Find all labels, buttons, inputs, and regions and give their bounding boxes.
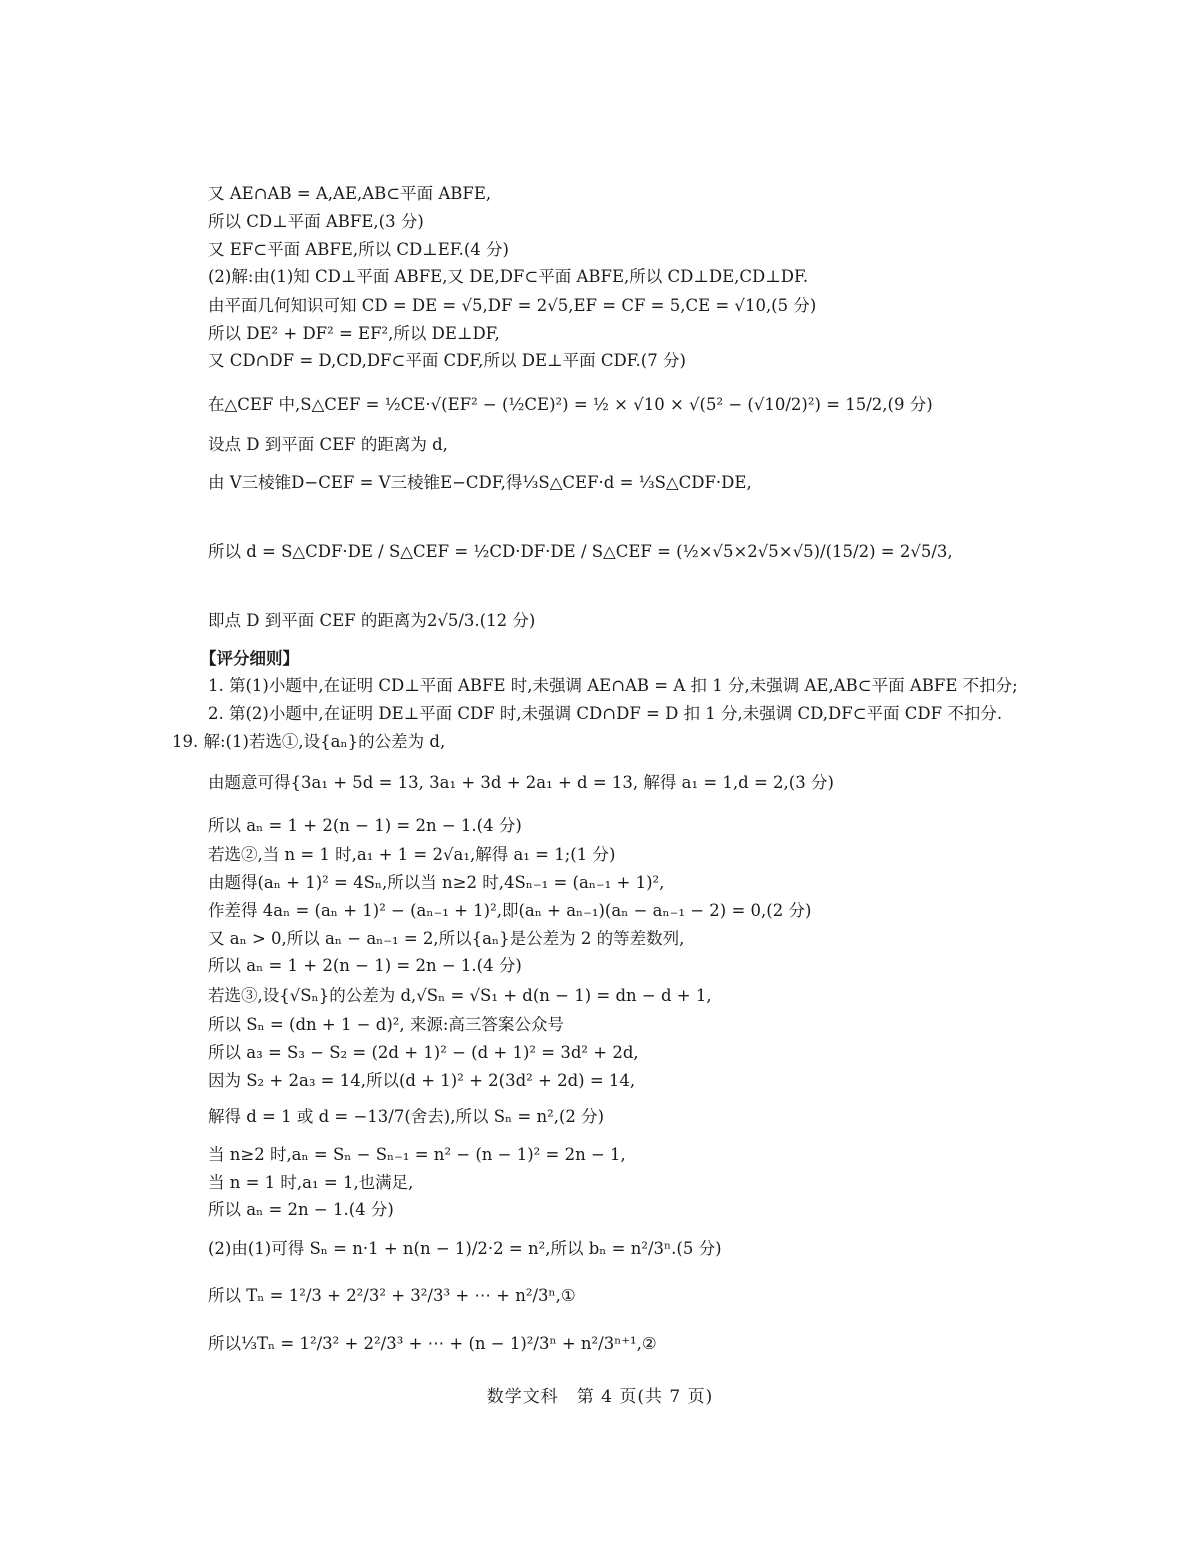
text-line: 所以 Sₙ = (dn + 1 − d)², 来源:高三答案公众号 xyxy=(208,1015,564,1034)
text-line: 若选②,当 n = 1 时,a₁ + 1 = 2√a₁,解得 a₁ = 1;(1 分) xyxy=(208,845,616,864)
formula-line: 所以 d = S△CDF·DE / S△CEF = ½CD·DF·DE / S△CEF = (½×√5×2√5×√5)/(15/2) = 2√5/3, xyxy=(208,542,953,561)
page-footer: 数学文科 第 4 页(共 7 页) xyxy=(486,1387,714,1407)
text-line: 当 n = 1 时,a₁ = 1,也满足, xyxy=(208,1173,414,1192)
text-line: 又 aₙ > 0,所以 aₙ − aₙ₋₁ = 2,所以{aₙ}是公差为 2 的等差数列, xyxy=(208,929,685,948)
text-line: 所以 DE² + DF² = EF²,所以 DE⊥DF, xyxy=(208,324,500,343)
text-line: 由平面几何知识可知 CD = DE = √5,DF = 2√5,EF = CF = 5,CE = √10,(5 分) xyxy=(208,296,817,315)
text-line: 所以 aₙ = 2n − 1.(4 分) xyxy=(208,1200,394,1219)
text-line: 因为 S₂ + 2a₃ = 14,所以(d + 1)² + 2(3d² + 2d) = 14, xyxy=(208,1071,636,1090)
text-line: (2)解:由(1)知 CD⊥平面 ABFE,又 DE,DF⊂平面 ABFE,所以 CD⊥DE,CD⊥DF. xyxy=(208,267,809,286)
text-line: 当 n≥2 时,aₙ = Sₙ − Sₙ₋₁ = n² − (n − 1)² = 2n − 1, xyxy=(208,1145,626,1164)
text-line: 由题得(aₙ + 1)² = 4Sₙ,所以当 n≥2 时,4Sₙ₋₁ = (aₙ₋₁ + 1)², xyxy=(208,873,665,892)
text-line: 即点 D 到平面 CEF 的距离为2√5/3.(12 分) xyxy=(208,611,536,630)
text-line: 作差得 4aₙ = (aₙ + 1)² − (aₙ₋₁ + 1)²,即(aₙ + aₙ₋₁)(aₙ − aₙ₋₁ − 2) = 0,(2 分) xyxy=(208,901,812,920)
text-line: 所以 a₃ = S₃ − S₂ = (2d + 1)² − (d + 1)² = 3d² + 2d, xyxy=(208,1043,639,1062)
formula-line: 在△CEF 中,S△CEF = ½CE·√(EF² − (½CE)²) = ½ × √10 × √(5² − (√10/2)²) = 15/2,(9 分) xyxy=(208,395,933,414)
formula-line: 所以 Tₙ = 1²/3 + 2²/3² + 3²/3³ + ⋯ + n²/3ⁿ,① xyxy=(208,1286,576,1305)
text-line: 又 AE∩AB = A,AE,AB⊂平面 ABFE, xyxy=(208,184,492,203)
formula-line: 由题意可得{3a₁ + 5d = 13, 3a₁ + 3d + 2a₁ + d = 13, 解得 a₁ = 1,d = 2,(3 分) xyxy=(208,773,834,792)
question-19-start: 19. 解:(1)若选①,设{aₙ}的公差为 d, xyxy=(172,732,446,751)
text-line: 2. 第(2)小题中,在证明 DE⊥平面 CDF 时,未强调 CD∩DF = D 扣 1 分,未强调 CD,DF⊂平面 CDF 不扣分. xyxy=(208,704,1003,723)
formula-line: 由 V三棱锥D−CEF = V三棱锥E−CDF,得⅓S△CEF·d = ⅓S△CDF·DE, xyxy=(208,473,752,492)
text-line: 所以 aₙ = 1 + 2(n − 1) = 2n − 1.(4 分) xyxy=(208,816,522,835)
text-line: 又 EF⊂平面 ABFE,所以 CD⊥EF.(4 分) xyxy=(208,240,509,259)
text-line: 所以 CD⊥平面 ABFE,(3 分) xyxy=(208,212,424,231)
text-line: 若选③,设{√Sₙ}的公差为 d,√Sₙ = √S₁ + d(n − 1) = dn − d + 1, xyxy=(208,986,712,1005)
text-line: 1. 第(1)小题中,在证明 CD⊥平面 ABFE 时,未强调 AE∩AB = A 扣 1 分,未强调 AE,AB⊂平面 ABFE 不扣分; xyxy=(208,676,1018,695)
formula-line: (2)由(1)可得 Sₙ = n·1 + n(n − 1)/2·2 = n²,所以 bₙ = n²/3ⁿ.(5 分) xyxy=(208,1239,722,1258)
text-line: 所以 aₙ = 1 + 2(n − 1) = 2n − 1.(4 分) xyxy=(208,956,522,975)
scoring-rules-heading: 【评分细则】 xyxy=(200,649,299,668)
text-line: 又 CD∩DF = D,CD,DF⊂平面 CDF,所以 DE⊥平面 CDF.(7 分) xyxy=(208,351,686,370)
formula-line: 解得 d = 1 或 d = −13/7(舍去),所以 Sₙ = n²,(2 分) xyxy=(208,1107,605,1126)
text-line: 设点 D 到平面 CEF 的距离为 d, xyxy=(208,435,448,454)
formula-line: 所以⅓Tₙ = 1²/3² + 2²/3³ + ⋯ + (n − 1)²/3ⁿ + n²/3ⁿ⁺¹,② xyxy=(208,1334,657,1353)
